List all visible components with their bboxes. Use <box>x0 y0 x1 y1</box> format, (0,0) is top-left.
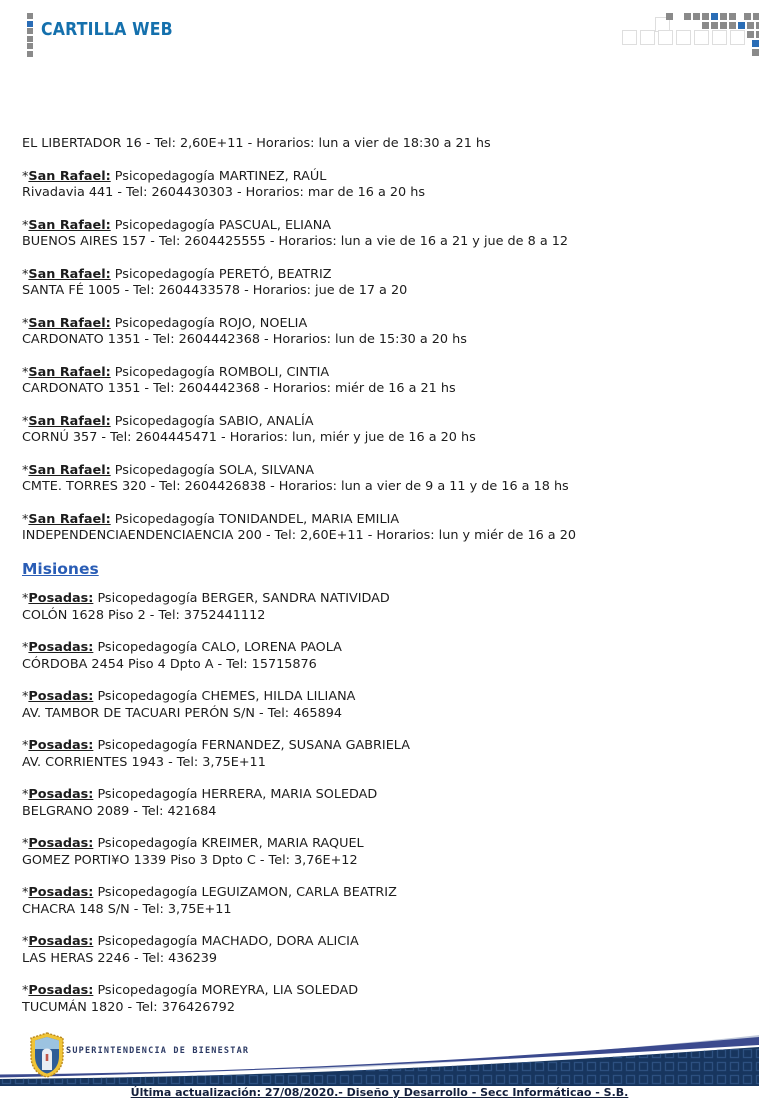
decor-square-outline <box>622 30 637 45</box>
entry-bullet: * <box>22 640 29 655</box>
superintendencia-crest-logo <box>30 1032 64 1078</box>
entry-person: Psicopedagogía KREIMER, MARIA RAQUEL <box>97 836 364 851</box>
entry-city-label: San Rafael: <box>28 217 111 233</box>
directory-entry <box>22 591 739 624</box>
app-title: CARTILLA WEB <box>41 20 173 40</box>
decor-square-outline <box>694 30 709 45</box>
directory-entry <box>22 689 739 722</box>
section-heading-misiones[interactable]: Misiones <box>22 559 99 578</box>
group-misiones <box>22 591 739 1016</box>
directory-entry <box>22 738 739 771</box>
decor-square <box>684 13 691 20</box>
entry-info: AV. TAMBOR DE TACUARI PERÓN S/N - Tel: 465894 <box>22 705 342 721</box>
decor-square <box>711 22 718 29</box>
entry-city-label: Posadas: <box>28 738 94 753</box>
entry-city-label: San Rafael: <box>28 266 111 282</box>
entry-info: GOMEZ PORTI¥O 1339 Piso 3 Dpto C - Tel: 3,76E+12 <box>22 852 358 868</box>
decor-square-blue <box>752 40 759 47</box>
entry-bullet: * <box>22 217 29 233</box>
decor-square <box>752 49 759 56</box>
decor-square <box>702 13 709 20</box>
org-name-label: SUPERINTENDENCIA DE BIENESTAR <box>66 1046 250 1056</box>
entry-city-label: Posadas: <box>28 836 94 851</box>
footer-update-line: Última actualización: 27/08/2020.- Diseño y Desarrollo - Secc Informáticao - S.B. <box>130 1086 629 1099</box>
directory-entry <box>22 414 739 447</box>
brand-square-blue <box>27 21 33 27</box>
entry-city-label: San Rafael: <box>28 413 111 429</box>
entry-info: BUENOS AIRES 157 - Tel: 2604425555 - Horarios: lun a vie de 16 a 21 y jue de 8 a 12 <box>22 234 569 249</box>
entry-person: Psicopedagogía ROJO, NOELIA <box>114 315 308 331</box>
entry-city-label: San Rafael: <box>28 168 111 184</box>
entry-person: Psicopedagogía SOLA, SILVANA <box>114 462 315 478</box>
entry-city-label: Posadas: <box>28 983 94 998</box>
entry-bullet: * <box>22 266 29 282</box>
entry-bullet: * <box>22 511 29 527</box>
entry-person: Psicopedagogía TONIDANDEL, MARIA EMILIA <box>114 511 400 527</box>
decor-square <box>747 22 754 29</box>
decor-square <box>702 22 709 29</box>
brand-square <box>27 43 33 49</box>
directory-entry <box>22 267 739 300</box>
entry-info: CHACRA 148 S/N - Tel: 3,75E+11 <box>22 901 232 917</box>
decor-square <box>729 22 736 29</box>
directory-entry <box>22 836 739 869</box>
entry-bullet: * <box>22 934 29 949</box>
entry-person: Psicopedagogía CHEMES, HILDA LILIANA <box>97 689 356 704</box>
entry-city-label: Posadas: <box>28 885 94 900</box>
decor-square-outline <box>712 30 727 45</box>
directory-entry <box>22 365 739 398</box>
entry-info: SANTA FÉ 1005 - Tel: 2604433578 - Horarios: jue de 17 a 20 <box>22 283 408 298</box>
entry-person: Psicopedagogía LEGUIZAMON, CARLA BEATRIZ <box>97 885 397 900</box>
directory-content <box>22 136 739 1032</box>
entry-bullet: * <box>22 689 29 704</box>
decor-square-outline <box>730 30 745 45</box>
entry-bullet: * <box>22 364 29 380</box>
entry-person: Psicopedagogía ROMBOLI, CINTIA <box>114 364 330 380</box>
entry-info: TUCUMÁN 1820 - Tel: 376426792 <box>22 999 235 1015</box>
brand-square <box>27 13 33 19</box>
decor-square-outline <box>658 30 673 45</box>
entry-person: Psicopedagogía HERRERA, MARIA SOLEDAD <box>97 787 378 802</box>
entry-city-label: Posadas: <box>28 689 94 704</box>
footer-swoosh-graphic <box>0 1034 759 1088</box>
entry-bullet: * <box>22 462 29 478</box>
decor-square-blue <box>738 22 745 29</box>
entry-bullet: * <box>22 836 29 851</box>
entry-person: Psicopedagogía PERETÓ, BEATRIZ <box>114 266 332 282</box>
entry-info: CARDONATO 1351 - Tel: 2604442368 - Horarios: miér de 16 a 21 hs <box>22 381 456 396</box>
brand-square <box>27 36 33 42</box>
entry-bullet: * <box>22 168 29 184</box>
entry-bullet: * <box>22 738 29 753</box>
directory-entry <box>22 934 739 967</box>
decor-square <box>693 13 700 20</box>
entry-city-label: San Rafael: <box>28 364 111 380</box>
entry-person: Psicopedagogía BERGER, SANDRA NATIVIDAD <box>97 591 390 606</box>
decor-square <box>720 13 727 20</box>
decor-square-outline <box>640 30 655 45</box>
directory-entry <box>22 885 739 918</box>
entry-bullet: * <box>22 315 29 331</box>
directory-entry <box>22 983 739 1016</box>
brand-square <box>27 51 33 57</box>
directory-entry <box>22 218 739 251</box>
group-san-rafael <box>22 169 739 545</box>
decor-square-blue <box>711 13 718 20</box>
entry-info: LAS HERAS 2246 - Tel: 436239 <box>22 950 218 966</box>
brand-square <box>27 28 33 34</box>
entry-info: INDEPENDENCIAENDENCIAENCIA 200 - Tel: 2,60E+11 - Horarios: lun y miér de 16 a 20 <box>22 528 576 543</box>
entry-bullet: * <box>22 787 29 802</box>
entry-person: Psicopedagogía MACHADO, DORA ALICIA <box>97 934 359 949</box>
entry-continuation-line: EL LIBERTADOR 16 - Tel: 2,60E+11 - Horarios: lun a vier de 18:30 a 21 hs <box>22 136 491 151</box>
entry-person: Psicopedagogía FERNANDEZ, SUSANA GABRIELA <box>97 738 410 753</box>
decor-square-outline <box>676 30 691 45</box>
entry-bullet: * <box>22 983 29 998</box>
entry-city-label: San Rafael: <box>28 315 111 331</box>
decor-square <box>729 13 736 20</box>
page-footer <box>0 1030 759 1101</box>
entry-city-label: Posadas: <box>28 934 94 949</box>
entry-bullet: * <box>22 591 29 606</box>
entry-person: Psicopedagogía SABIO, ANALÍA <box>114 413 314 429</box>
entry-info: COLÓN 1628 Piso 2 - Tel: 3752441112 <box>22 607 266 623</box>
brand-squares-icon <box>27 13 34 57</box>
directory-entry <box>22 512 739 545</box>
decor-square <box>744 13 751 20</box>
decor-square <box>747 31 754 38</box>
entry-city-label: San Rafael: <box>28 511 111 527</box>
decor-square <box>720 22 727 29</box>
entry-person: Psicopedagogía MOREYRA, LIA SOLEDAD <box>97 983 359 998</box>
entry-info: CORNÚ 357 - Tel: 2604445471 - Horarios: lun, miér y jue de 16 a 20 hs <box>22 430 476 445</box>
directory-entry <box>22 316 739 349</box>
entry-info: CMTE. TORRES 320 - Tel: 2604426838 - Horarios: lun a vier de 9 a 11 y de 16 a 18 hs <box>22 479 569 494</box>
entry-info: CARDONATO 1351 - Tel: 2604442368 - Horarios: lun de 15:30 a 20 hs <box>22 332 467 347</box>
entry-info: BELGRANO 2089 - Tel: 421684 <box>22 803 217 819</box>
directory-entry <box>22 787 739 820</box>
decor-square <box>666 13 673 20</box>
entry-person: Psicopedagogía PASCUAL, ELIANA <box>114 217 332 233</box>
entry-info: AV. CORRIENTES 1943 - Tel: 3,75E+11 <box>22 754 266 770</box>
decor-square <box>753 13 759 20</box>
entry-city-label: Posadas: <box>28 591 94 606</box>
entry-bullet: * <box>22 413 29 429</box>
page-header <box>0 0 759 60</box>
entry-city-label: San Rafael: <box>28 462 111 478</box>
entry-city-label: Posadas: <box>28 640 94 655</box>
entry-bullet: * <box>22 885 29 900</box>
directory-entry <box>22 640 739 673</box>
entry-person: Psicopedagogía CALO, LORENA PAOLA <box>97 640 342 655</box>
directory-entry <box>22 463 739 496</box>
entry-info: CÓRDOBA 2454 Piso 4 Dpto A - Tel: 15715876 <box>22 656 317 672</box>
directory-entry <box>22 169 739 202</box>
corner-squares-decoration <box>619 0 759 60</box>
entry-city-label: Posadas: <box>28 787 94 802</box>
entry-info: Rivadavia 441 - Tel: 2604430303 - Horarios: mar de 16 a 20 hs <box>22 185 426 200</box>
entry-person: Psicopedagogía MARTINEZ, RAÚL <box>114 168 327 184</box>
